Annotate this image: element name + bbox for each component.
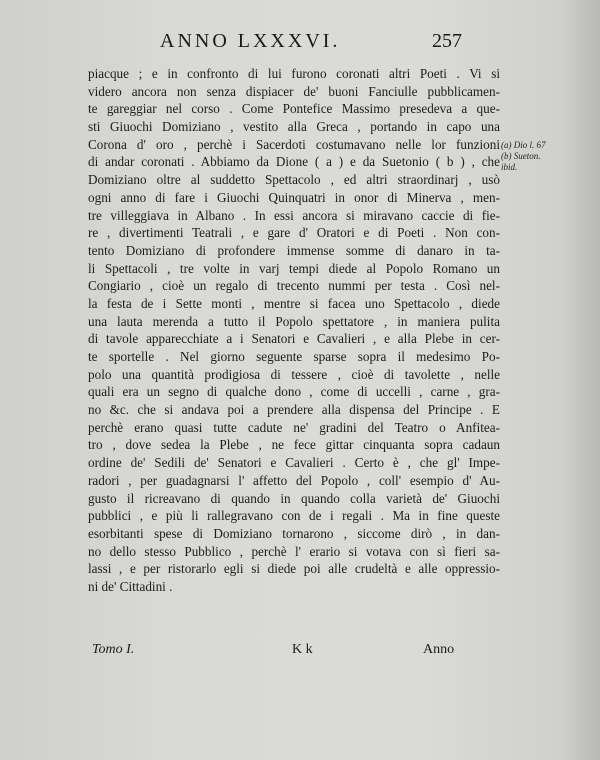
body-line: polo una quantità prodigiosa di tessere , cioè di tavolette , nelle: [88, 366, 500, 382]
body-line: di tavole apparecchiate a i Senatori e Cavalieri , e alla Plebe in cer-: [88, 331, 500, 347]
page-number: 257: [432, 30, 462, 52]
margin-notes: [501, 140, 561, 173]
body-line: videro ancora non senza dispiacer de' buoni Fanciulle pubblicamen-: [88, 83, 500, 99]
footer-signature-mark: K k: [292, 642, 313, 657]
footer-catchword: Anno: [423, 642, 455, 657]
footer-volume: Tomo I.: [92, 642, 135, 657]
body-line: tento Domiziano di profondere immense somme di danaro in ta-: [88, 242, 500, 258]
margin-note-a: (a) Dio l. 67: [501, 140, 546, 150]
body-line: te sportelle . Nel giorno seguente sparse sopra il medesimo Po-: [88, 349, 500, 364]
body-line: quali era un segno di qualche dono , come di uccelli , carne , gra-: [88, 384, 500, 400]
body-line: tro , dove sedea la Plebe , ne fece gittar cinquanta sopra cadaun: [88, 437, 500, 453]
body-line: no dello stesso Pubblico , perchè l' erario si votava con sì fieri sa-: [88, 543, 500, 559]
body-line: piacque ; e in confronto di lui furono coronati altri Poeti . Vi si: [88, 66, 500, 81]
body-line: re , divertimenti Teatrali , e gare d' Oratori e di Poeti . Non con-: [88, 225, 500, 241]
body-line: Domiziano oltre al suddetto Spettacolo , ed altri straordinarj , usò: [88, 172, 500, 188]
body-line: perchè erano quasi tutte cadute ne' gradini del Teatro o Anfitea-: [88, 419, 500, 435]
show-through-bleed: [300, 515, 530, 557]
body-line: una lauta merenda a tutto il Popolo spettatore , in maniera pulita: [88, 313, 500, 329]
page-edge-shadow: [560, 0, 600, 760]
body-line: pubblici , e più li rallegravano con de i regali . Ma in fine queste: [88, 508, 500, 524]
margin-note-ibid: ibid.: [501, 162, 518, 172]
body-line: Congiario , cioè un regalo di trecento nummi per testa . Così nel-: [88, 278, 500, 294]
body-line: Corona d' oro , perchè i Sacerdoti costumavano nelle lor funzioni: [88, 136, 500, 152]
body-line: gusto il ricreavano di quando in quando colla varietà de' Giuochi: [88, 490, 500, 506]
body-line: lassi , e per ristorarlo egli si diede poi alle crudeltà e alle oppressio-: [88, 561, 500, 577]
running-head: ANNO LXXXVI.: [160, 30, 341, 52]
body-line: li Spettacoli , tre volte in varj tempi diede al Popolo Romano un: [88, 260, 500, 276]
body-line: ni de' Cittadini .: [88, 578, 173, 594]
body-line: radori , per guadagnarsi l' affetto del Popolo , coll' esempio d' Au-: [88, 472, 500, 488]
body-line: tre villeggiava in Albano . In essi ancora si miravano caccie di fie-: [88, 207, 500, 223]
margin-note-b: (b) Sueton.: [501, 151, 541, 161]
body-line: ogni anno di fare i Giuochi Quinquatri in onor di Minerva , men-: [88, 189, 500, 205]
body-line: la festa de i Sette monti , mentre si facea uno Spettacolo , diede: [88, 295, 500, 311]
body-line: ordine de' Sedili de' Senatori e Cavalieri . Certo è , che gl' Impe-: [88, 455, 500, 471]
body-line: esorbitanti spese di Domiziano tornarono , siccome dirò , in dan-: [88, 525, 500, 541]
body-line: no &c. che si andava poi a prendere alla dispensa del Principe . E: [88, 402, 500, 418]
body-line: sti Giuochi Domiziano , vestito alla Greca , portando in capo una: [88, 119, 500, 135]
body-line: di andar coronati . Abbiamo da Dione ( a ) e da Suetonio ( b ) , che: [88, 154, 500, 170]
body-line: te gareggiar nel corso . Come Pontefice Massimo presedeva a que-: [88, 101, 500, 117]
